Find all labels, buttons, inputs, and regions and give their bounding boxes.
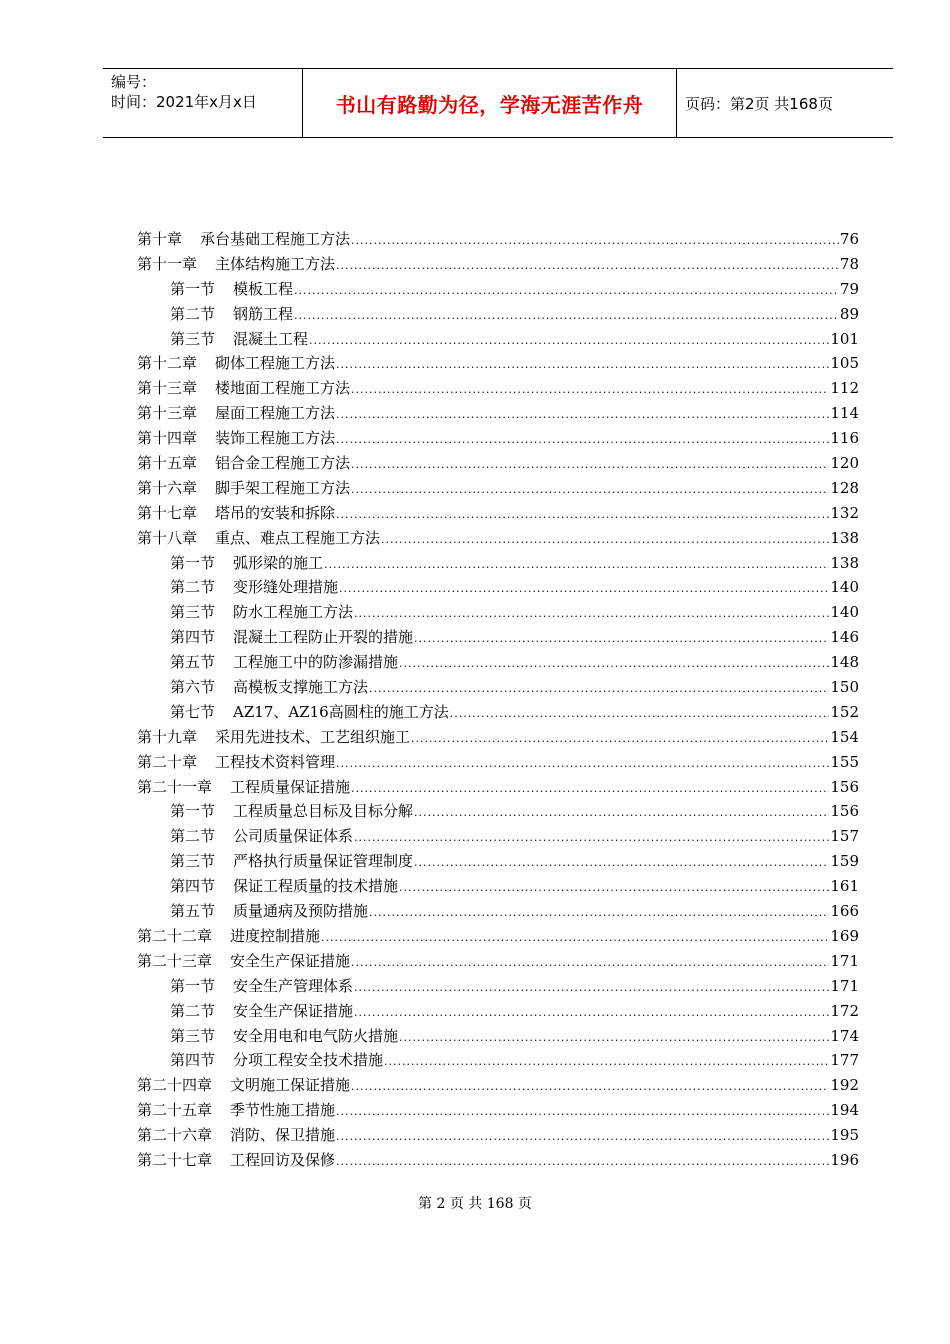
toc-entry-number: 第十二章 bbox=[137, 354, 198, 373]
toc-chapter-entry[interactable] bbox=[137, 503, 859, 528]
toc-chapter-entry[interactable] bbox=[137, 478, 859, 503]
toc-section-entry[interactable] bbox=[137, 876, 859, 901]
toc-dot-leader bbox=[336, 505, 829, 525]
toc-entry-page: 101 bbox=[830, 329, 859, 348]
toc-entry-page: 171 bbox=[830, 976, 859, 995]
toc-entry-page: 166 bbox=[830, 902, 859, 921]
toc-entry-number: 第二十二章 bbox=[137, 926, 213, 945]
toc-chapter-entry[interactable] bbox=[137, 777, 859, 802]
toc-dot-leader bbox=[381, 530, 829, 550]
toc-entry-page: 196 bbox=[830, 1150, 859, 1169]
toc-entry-number: 第二十章 bbox=[137, 752, 198, 771]
toc-section-entry[interactable] bbox=[137, 851, 859, 876]
toc-section-entry[interactable] bbox=[137, 279, 859, 304]
toc-section-entry[interactable] bbox=[137, 976, 859, 1001]
toc-entry-title: 砌体工程施工方法 bbox=[215, 354, 336, 373]
toc-entry-number: 第十一章 bbox=[137, 254, 198, 273]
toc-entry-page: 171 bbox=[830, 951, 859, 970]
toc-dot-leader bbox=[336, 355, 829, 375]
toc-entry-number: 第十三章 bbox=[137, 379, 198, 398]
toc-entry-page: 148 bbox=[830, 653, 859, 672]
toc-entry-number: 第三节 bbox=[170, 603, 216, 622]
toc-dot-leader bbox=[351, 480, 829, 500]
toc-chapter-entry[interactable] bbox=[137, 727, 859, 752]
toc-entry-title: 工程质量保证措施 bbox=[230, 777, 351, 796]
toc-entry-title: 分项工程安全技术措施 bbox=[233, 1051, 384, 1070]
toc-section-entry[interactable] bbox=[137, 304, 859, 329]
toc-entry-number: 第四节 bbox=[170, 628, 216, 647]
toc-entry-page: 169 bbox=[830, 926, 859, 945]
toc-entry-page: 174 bbox=[830, 1026, 859, 1045]
table-of-contents bbox=[137, 229, 859, 1175]
toc-entry-number: 第一节 bbox=[170, 976, 216, 995]
toc-dot-leader bbox=[354, 1003, 829, 1023]
toc-chapter-entry[interactable] bbox=[137, 926, 859, 951]
toc-dot-leader bbox=[354, 604, 829, 624]
toc-entry-title: 安全生产保证措施 bbox=[230, 951, 351, 970]
toc-entry-title: 安全生产管理体系 bbox=[233, 976, 354, 995]
toc-entry-title: 变形缝处理措施 bbox=[233, 578, 339, 597]
toc-entry-number: 第二节 bbox=[170, 578, 216, 597]
toc-dot-leader bbox=[351, 1077, 829, 1097]
toc-section-entry[interactable] bbox=[137, 329, 859, 354]
toc-dot-leader bbox=[354, 828, 829, 848]
toc-dot-leader bbox=[339, 579, 829, 599]
footer-page-number: 第 2 页 共 168 页 bbox=[418, 1196, 532, 1212]
toc-entry-title: 严格执行质量保证管理制度 bbox=[233, 852, 414, 871]
toc-entry-page: 89 bbox=[839, 304, 859, 323]
toc-dot-leader bbox=[321, 928, 829, 948]
toc-entry-title: AZ17、AZ16高圆柱的施工方法 bbox=[233, 702, 449, 721]
toc-dot-leader bbox=[351, 231, 839, 251]
toc-dot-leader bbox=[324, 555, 829, 575]
toc-entry-page: 76 bbox=[839, 230, 859, 248]
toc-entry-number: 第一节 bbox=[170, 553, 216, 572]
header-meta bbox=[103, 69, 303, 137]
toc-chapter-entry[interactable] bbox=[137, 1075, 859, 1100]
toc-entry-title: 工程施工中的防渗漏措施 bbox=[233, 653, 399, 672]
toc-chapter-entry[interactable] bbox=[137, 1125, 859, 1150]
toc-entry-page: 172 bbox=[830, 1001, 859, 1020]
header-motto-cell bbox=[303, 69, 677, 137]
toc-dot-leader bbox=[411, 729, 829, 749]
toc-chapter-entry[interactable] bbox=[137, 378, 859, 403]
toc-entry-page: 195 bbox=[830, 1126, 859, 1145]
toc-dot-leader bbox=[414, 629, 829, 649]
toc-chapter-entry[interactable] bbox=[137, 752, 859, 777]
toc-chapter-entry[interactable] bbox=[137, 453, 859, 478]
toc-entry-title: 采用先进技术、工艺组织施工 bbox=[215, 727, 411, 746]
toc-section-entry[interactable] bbox=[137, 652, 859, 677]
toc-entry-page: 114 bbox=[830, 404, 859, 423]
toc-dot-leader bbox=[336, 1127, 829, 1147]
toc-entry-number: 第六节 bbox=[170, 678, 216, 697]
toc-section-entry[interactable] bbox=[137, 627, 859, 652]
toc-entry-page: 79 bbox=[839, 279, 859, 298]
toc-dot-leader bbox=[369, 679, 829, 699]
toc-entry-page: 132 bbox=[830, 503, 859, 522]
toc-entry-page: 156 bbox=[830, 777, 859, 796]
toc-dot-leader bbox=[384, 1052, 829, 1072]
toc-dot-leader bbox=[351, 779, 829, 799]
toc-entry-page: 155 bbox=[830, 752, 859, 771]
toc-entry-page: 194 bbox=[830, 1101, 859, 1120]
toc-section-entry[interactable] bbox=[137, 1050, 859, 1075]
toc-entry-title: 安全生产保证措施 bbox=[233, 1001, 354, 1020]
toc-entry-title: 季节性施工措施 bbox=[230, 1101, 336, 1120]
toc-entry-page: 112 bbox=[830, 379, 859, 398]
toc-entry-title: 混凝土工程 bbox=[233, 329, 309, 348]
toc-dot-leader bbox=[351, 380, 829, 400]
toc-entry-page: 192 bbox=[830, 1076, 859, 1095]
toc-chapter-entry[interactable] bbox=[137, 254, 859, 279]
toc-entry-page: 120 bbox=[830, 454, 859, 473]
toc-entry-number: 第二节 bbox=[170, 1001, 216, 1020]
toc-entry-title: 屋面工程施工方法 bbox=[215, 404, 336, 423]
toc-chapter-entry[interactable] bbox=[137, 528, 859, 553]
toc-entry-title: 承台基础工程施工方法 bbox=[200, 230, 351, 248]
toc-entry-page: 138 bbox=[830, 528, 859, 547]
document-number-label: 编号： bbox=[111, 73, 157, 91]
toc-entry-number: 第二十四章 bbox=[137, 1076, 213, 1095]
toc-entry-title: 工程质量总目标及目标分解 bbox=[233, 802, 414, 821]
toc-entry-page: 150 bbox=[830, 678, 859, 697]
toc-entry-page: 157 bbox=[830, 827, 859, 846]
toc-entry-number: 第二节 bbox=[170, 304, 216, 323]
toc-section-entry[interactable] bbox=[137, 602, 859, 627]
toc-entry-number: 第十八章 bbox=[137, 528, 198, 547]
toc-entry-number: 第二十三章 bbox=[137, 951, 213, 970]
toc-entry-number: 第三节 bbox=[170, 852, 216, 871]
toc-dot-leader bbox=[336, 754, 829, 774]
toc-entry-title: 文明施工保证措施 bbox=[230, 1076, 351, 1095]
toc-entry-number: 第一节 bbox=[170, 279, 216, 298]
toc-dot-leader bbox=[399, 1028, 829, 1048]
toc-entry-page: 146 bbox=[830, 628, 859, 647]
toc-dot-leader bbox=[414, 853, 829, 873]
toc-entry-number: 第十四章 bbox=[137, 429, 198, 448]
toc-entry-page: 138 bbox=[830, 553, 859, 572]
toc-entry-title: 钢筋工程 bbox=[233, 304, 294, 323]
toc-entry-title: 楼地面工程施工方法 bbox=[215, 379, 351, 398]
toc-entry-number: 第十九章 bbox=[137, 727, 198, 746]
toc-entry-page: 152 bbox=[830, 702, 859, 721]
header-page-info-cell bbox=[677, 69, 893, 137]
toc-entry-page: 161 bbox=[830, 877, 859, 896]
toc-entry-title: 防水工程施工方法 bbox=[233, 603, 354, 622]
toc-entry-number: 第一节 bbox=[170, 802, 216, 821]
toc-section-entry[interactable] bbox=[137, 553, 859, 578]
toc-entry-number: 第二节 bbox=[170, 827, 216, 846]
toc-dot-leader bbox=[309, 331, 829, 351]
toc-entry-number: 第四节 bbox=[170, 877, 216, 896]
toc-entry-title: 主体结构施工方法 bbox=[215, 254, 336, 273]
toc-entry-number: 第十五章 bbox=[137, 454, 198, 473]
toc-entry-number: 第三节 bbox=[170, 329, 216, 348]
toc-chapter-entry[interactable] bbox=[137, 1100, 859, 1125]
toc-chapter-entry[interactable] bbox=[137, 353, 859, 378]
toc-entry-title: 工程回访及保修 bbox=[230, 1150, 336, 1169]
toc-entry-number: 第五节 bbox=[170, 902, 216, 921]
toc-entry-number: 第十三章 bbox=[137, 404, 198, 423]
toc-entry-title: 公司质量保证体系 bbox=[233, 827, 354, 846]
toc-chapter-entry[interactable] bbox=[137, 1150, 859, 1175]
toc-entry-page: 156 bbox=[830, 802, 859, 821]
toc-entry-page: 140 bbox=[830, 603, 859, 622]
toc-entry-number: 第二十五章 bbox=[137, 1101, 213, 1120]
toc-dot-leader bbox=[369, 903, 829, 923]
toc-dot-leader bbox=[354, 978, 829, 998]
toc-dot-leader bbox=[336, 405, 829, 425]
page-footer bbox=[0, 1193, 950, 1213]
toc-entry-title: 混凝土工程防止开裂的措施 bbox=[233, 628, 414, 647]
toc-dot-leader bbox=[336, 430, 829, 450]
toc-dot-leader bbox=[399, 878, 829, 898]
toc-dot-leader bbox=[294, 306, 839, 326]
toc-dot-leader bbox=[336, 1102, 829, 1122]
toc-entry-title: 工程技术资料管理 bbox=[215, 752, 336, 771]
toc-section-entry[interactable] bbox=[137, 801, 859, 826]
toc-entry-title: 装饰工程施工方法 bbox=[215, 429, 336, 448]
toc-chapter-entry[interactable] bbox=[137, 229, 859, 254]
toc-entry-number: 第七节 bbox=[170, 702, 216, 721]
toc-entry-number: 第三节 bbox=[170, 1026, 216, 1045]
toc-entry-page: 105 bbox=[830, 354, 859, 373]
header-motto: 书山有路勤为径，学海无涯苦作舟 bbox=[335, 92, 644, 117]
toc-chapter-entry[interactable] bbox=[137, 428, 859, 453]
toc-entry-title: 保证工程质量的技术措施 bbox=[233, 877, 399, 896]
toc-entry-title: 消防、保卫措施 bbox=[230, 1126, 336, 1145]
toc-entry-number: 第十七章 bbox=[137, 503, 198, 522]
toc-chapter-entry[interactable] bbox=[137, 403, 859, 428]
toc-entry-title: 高模板支撑施工方法 bbox=[233, 678, 369, 697]
toc-section-entry[interactable] bbox=[137, 702, 859, 727]
toc-entry-title: 脚手架工程施工方法 bbox=[215, 478, 351, 497]
page-header bbox=[103, 68, 893, 138]
toc-chapter-entry[interactable] bbox=[137, 951, 859, 976]
toc-dot-leader bbox=[351, 953, 829, 973]
toc-entry-number: 第二十七章 bbox=[137, 1150, 213, 1169]
toc-section-entry[interactable] bbox=[137, 901, 859, 926]
toc-entry-title: 质量通病及预防措施 bbox=[233, 902, 369, 921]
toc-entry-title: 重点、难点工程施工方法 bbox=[215, 528, 381, 547]
toc-dot-leader bbox=[351, 455, 829, 475]
toc-section-entry[interactable] bbox=[137, 577, 859, 602]
header-page-info: 页码：第2页 共168页 bbox=[685, 94, 833, 113]
toc-entry-number: 第二十一章 bbox=[137, 777, 213, 796]
toc-entry-number: 第十章 bbox=[137, 230, 183, 248]
toc-dot-leader bbox=[336, 256, 839, 276]
toc-entry-number: 第十六章 bbox=[137, 478, 198, 497]
toc-entry-title: 进度控制措施 bbox=[230, 926, 321, 945]
toc-section-entry[interactable] bbox=[137, 1001, 859, 1026]
toc-entry-title: 安全用电和电气防火措施 bbox=[233, 1026, 399, 1045]
toc-dot-leader bbox=[336, 1152, 829, 1172]
toc-entry-page: 154 bbox=[830, 727, 859, 746]
toc-dot-leader bbox=[450, 704, 830, 724]
toc-dot-leader bbox=[414, 803, 829, 823]
toc-entry-title: 塔吊的安装和拆除 bbox=[215, 503, 336, 522]
toc-entry-number: 第二十六章 bbox=[137, 1126, 213, 1145]
toc-entry-page: 140 bbox=[830, 578, 859, 597]
toc-entry-page: 159 bbox=[830, 852, 859, 871]
toc-entry-page: 177 bbox=[830, 1051, 859, 1070]
toc-section-entry[interactable] bbox=[137, 1026, 859, 1051]
toc-dot-leader bbox=[294, 281, 839, 301]
toc-entry-title: 模板工程 bbox=[233, 279, 294, 298]
toc-entry-page: 78 bbox=[839, 254, 859, 273]
toc-entry-number: 第四节 bbox=[170, 1051, 216, 1070]
toc-entry-number: 第五节 bbox=[170, 653, 216, 672]
toc-section-entry[interactable] bbox=[137, 677, 859, 702]
toc-entry-page: 128 bbox=[830, 478, 859, 497]
toc-dot-leader bbox=[399, 654, 829, 674]
toc-entry-title: 弧形梁的施工 bbox=[233, 553, 324, 572]
toc-entry-page: 116 bbox=[830, 429, 859, 448]
document-time-label: 时间：2021年x月x日 bbox=[111, 93, 257, 111]
toc-section-entry[interactable] bbox=[137, 826, 859, 851]
toc-entry-title: 铝合金工程施工方法 bbox=[215, 454, 351, 473]
